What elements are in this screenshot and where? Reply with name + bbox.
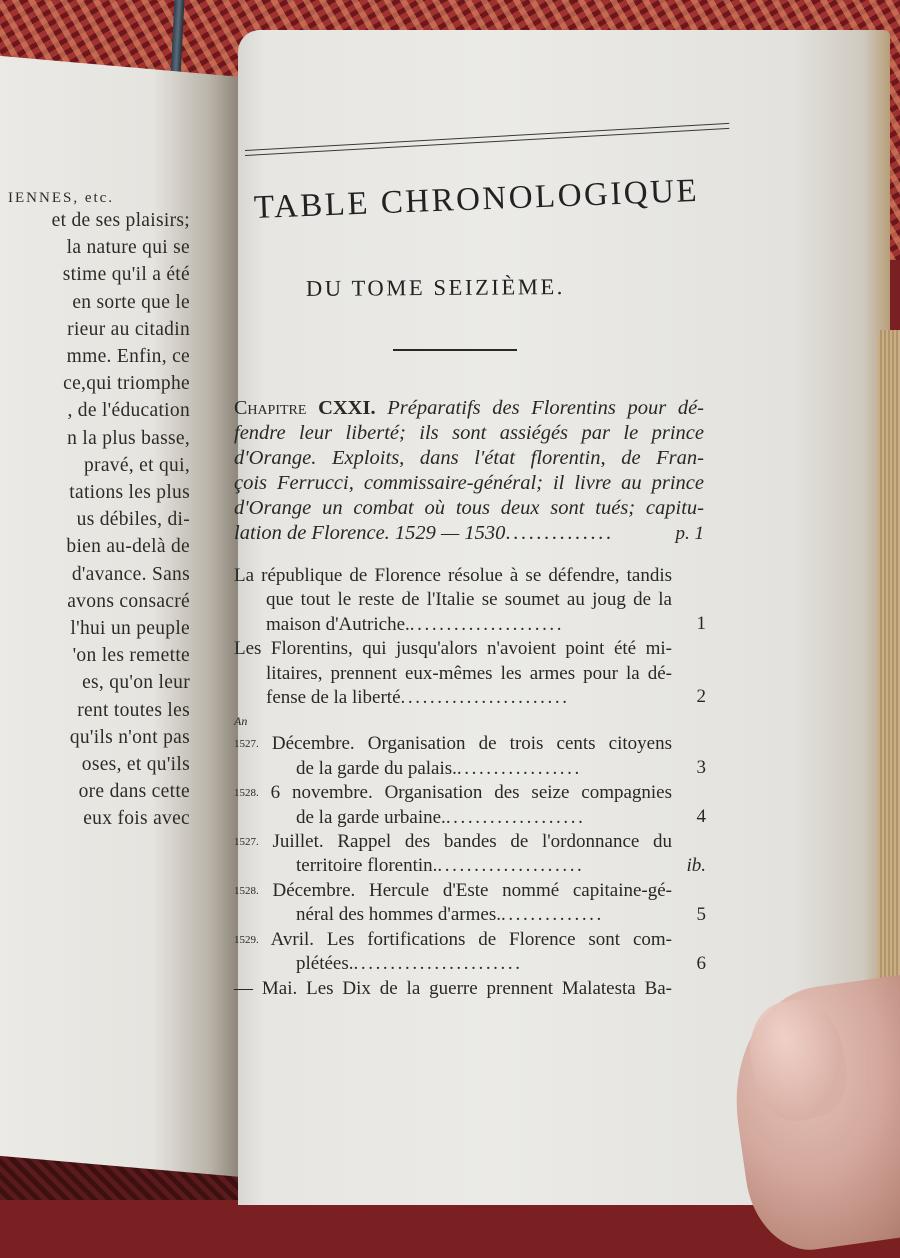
summary-entry: Les Florentins, qui jusqu'alors n'avoient point été mi- litaires, prennent eux-mêmes les armes pour la dé- fense de la liberté....................... 2 bbox=[234, 638, 706, 709]
entry-year: 1528. bbox=[234, 787, 259, 800]
entry-line: La république de Florence résolue à se défendre, tandis bbox=[234, 565, 672, 586]
entry-line: de la garde du palais. bbox=[296, 757, 457, 779]
entry-line: fense de la liberté bbox=[266, 687, 401, 709]
page-number: 6 bbox=[696, 952, 706, 974]
entry-line: Les Florentins, qui jusqu'alors n'avoient point été mi- bbox=[234, 638, 672, 660]
title-divider bbox=[393, 349, 517, 351]
page-number: 2 bbox=[696, 686, 706, 708]
running-head: IENNES, etc. bbox=[8, 190, 115, 206]
page-number: 4 bbox=[696, 806, 706, 828]
left-line: qu'ils n'ont pas bbox=[69, 726, 190, 748]
chapter-number: CXXI. bbox=[318, 397, 376, 419]
left-line: us débiles, di- bbox=[76, 509, 190, 531]
dated-entry bbox=[234, 977, 704, 1001]
chapter-page-ref: p. 1 bbox=[675, 523, 704, 544]
entry-line: Décembre. Organisation de trois cents citoyens bbox=[271, 733, 672, 755]
left-line: en sorte que le bbox=[72, 291, 190, 313]
left-line: et de ses plaisirs; bbox=[51, 210, 190, 231]
left-line: la nature qui se bbox=[66, 237, 190, 259]
entry-line: 6 novembre. Organisation des seize compagnies bbox=[270, 782, 673, 804]
entry-line: Décembre. Hercule d'Este nommé capitaine-gé- bbox=[272, 879, 673, 901]
left-line: mme. Enfin, ce bbox=[66, 346, 190, 368]
chapter-line: çois Ferrucci, commissaire-général; il livre au prince bbox=[234, 472, 704, 494]
dated-entry: $^{1527.}$ Juillet. Rappel des bandes de l'ordonnance du territoire florentin..................... ib. bbox=[234, 831, 706, 877]
entry-line: Mai. Les Dix de la guerre prennent Malatesta Ba- bbox=[261, 977, 673, 999]
chapter-line: d'Orange. Exploits, dans l'état florentin, de Fran- bbox=[234, 447, 704, 469]
left-line: 'on les remette bbox=[72, 645, 190, 667]
left-line: bien au-delà de bbox=[66, 536, 190, 558]
dated-entry: $^{1529.}$ Avril. Les fortifications de Florence sont com- plétées........................ 6 bbox=[234, 928, 706, 975]
page-subtitle: DU TOME SEIZIÈME. bbox=[305, 274, 566, 301]
year-column-label: An bbox=[234, 714, 248, 729]
left-line: d'avance. Sans bbox=[71, 563, 190, 585]
entry-line: maison d'Autriche. bbox=[266, 613, 410, 635]
dated-entry: $^{1528.}$ Décembre. Hercule d'Este nommé capitaine-gé- néral des hommes d'armes............... 5 bbox=[234, 879, 706, 926]
entry-line: litaires, prennent eux-mêmes les armes pour la dé- bbox=[266, 662, 672, 684]
entry-year: 1528. bbox=[234, 884, 259, 897]
dated-entry: $^{1528.}$ 6 novembre. Organisation des seize compagnies de la garde urbaine.................... 4 bbox=[234, 782, 706, 828]
left-line: oses, et qu'ils bbox=[81, 754, 190, 776]
entry-line: Juillet. Rappel des bandes de l'ordonnance du bbox=[272, 831, 673, 853]
entry-year: 1527. bbox=[234, 836, 259, 849]
left-line: l'hui un peuple bbox=[70, 618, 190, 640]
summary-entry: La république de Florence résolue à se défendre, tandis que tout le reste de l'Italie se soumet au joug de la maison d'Autriche...................... 1 bbox=[234, 565, 706, 635]
left-line: stime qu'il a été bbox=[62, 264, 190, 286]
left-line: n la plus basse, bbox=[67, 427, 190, 449]
left-line: rent toutes les bbox=[77, 699, 190, 721]
entry-line: de la garde urbaine. bbox=[296, 806, 446, 828]
entry-line: plétées. bbox=[296, 953, 354, 975]
left-line: pravé, et qui, bbox=[84, 454, 190, 476]
left-line: tations les plus bbox=[69, 482, 190, 504]
chapter-line: Préparatifs des Florentins pour dé- bbox=[387, 397, 704, 419]
entry-line: Avril. Les fortifications de Florence sont com- bbox=[270, 928, 673, 950]
page-number: 1 bbox=[696, 613, 706, 634]
page-number: ib. bbox=[686, 855, 706, 877]
table-of-contents bbox=[234, 396, 704, 1001]
page-title: TABLE CHRONOLOGIQUE bbox=[253, 172, 700, 226]
left-line: ore dans cette bbox=[78, 781, 190, 803]
left-line: es, qu'on leur bbox=[82, 672, 190, 694]
entry-year: — bbox=[234, 977, 253, 999]
page-number: 3 bbox=[696, 757, 706, 779]
left-page-text bbox=[0, 187, 190, 833]
chapter-heading: Chapitre CXXI. Préparatifs des Florentins pour dé- fendre leur liberté; ils sont assiégés par le prince d'Orange. Exploits, dans l'état florentin, de Fran- çois Ferrucci, commissaire-général; il livre au prince d'Orange un combat où tous deux sont tués; capitu- lation de Florence. 1529 — 1530.............. p. 1 bbox=[234, 397, 704, 544]
entry-year: 1527. bbox=[234, 738, 259, 751]
page-number: 5 bbox=[696, 903, 706, 925]
chapter-line: lation de Florence. 1529 — 1530 bbox=[234, 522, 506, 544]
chapter-line: d'Orange un combat où tous deux sont tués; capitu- bbox=[234, 497, 704, 519]
left-line: , de l'éducation bbox=[67, 400, 190, 422]
left-line: eux fois avec bbox=[83, 808, 190, 830]
chapter-line: fendre leur liberté; ils sont assiégés par le prince bbox=[234, 422, 704, 444]
chapter-label: Chapitre bbox=[234, 397, 307, 419]
left-line: rieur au citadin bbox=[67, 318, 190, 340]
entry-line: territoire florentin. bbox=[296, 855, 438, 877]
entry-year: 1529. bbox=[234, 933, 259, 946]
left-line: avons consacré bbox=[67, 590, 190, 612]
dated-entry: $^{1527.}$ Décembre. Organisation de trois cents citoyens de la garde du palais.................. 3 bbox=[234, 733, 706, 779]
left-line: ce,qui triomphe bbox=[63, 373, 190, 395]
entry-line: néral des hommes d'armes. bbox=[296, 904, 501, 926]
entry-line: que tout le reste de l'Italie se soumet au joug de la bbox=[266, 589, 672, 611]
